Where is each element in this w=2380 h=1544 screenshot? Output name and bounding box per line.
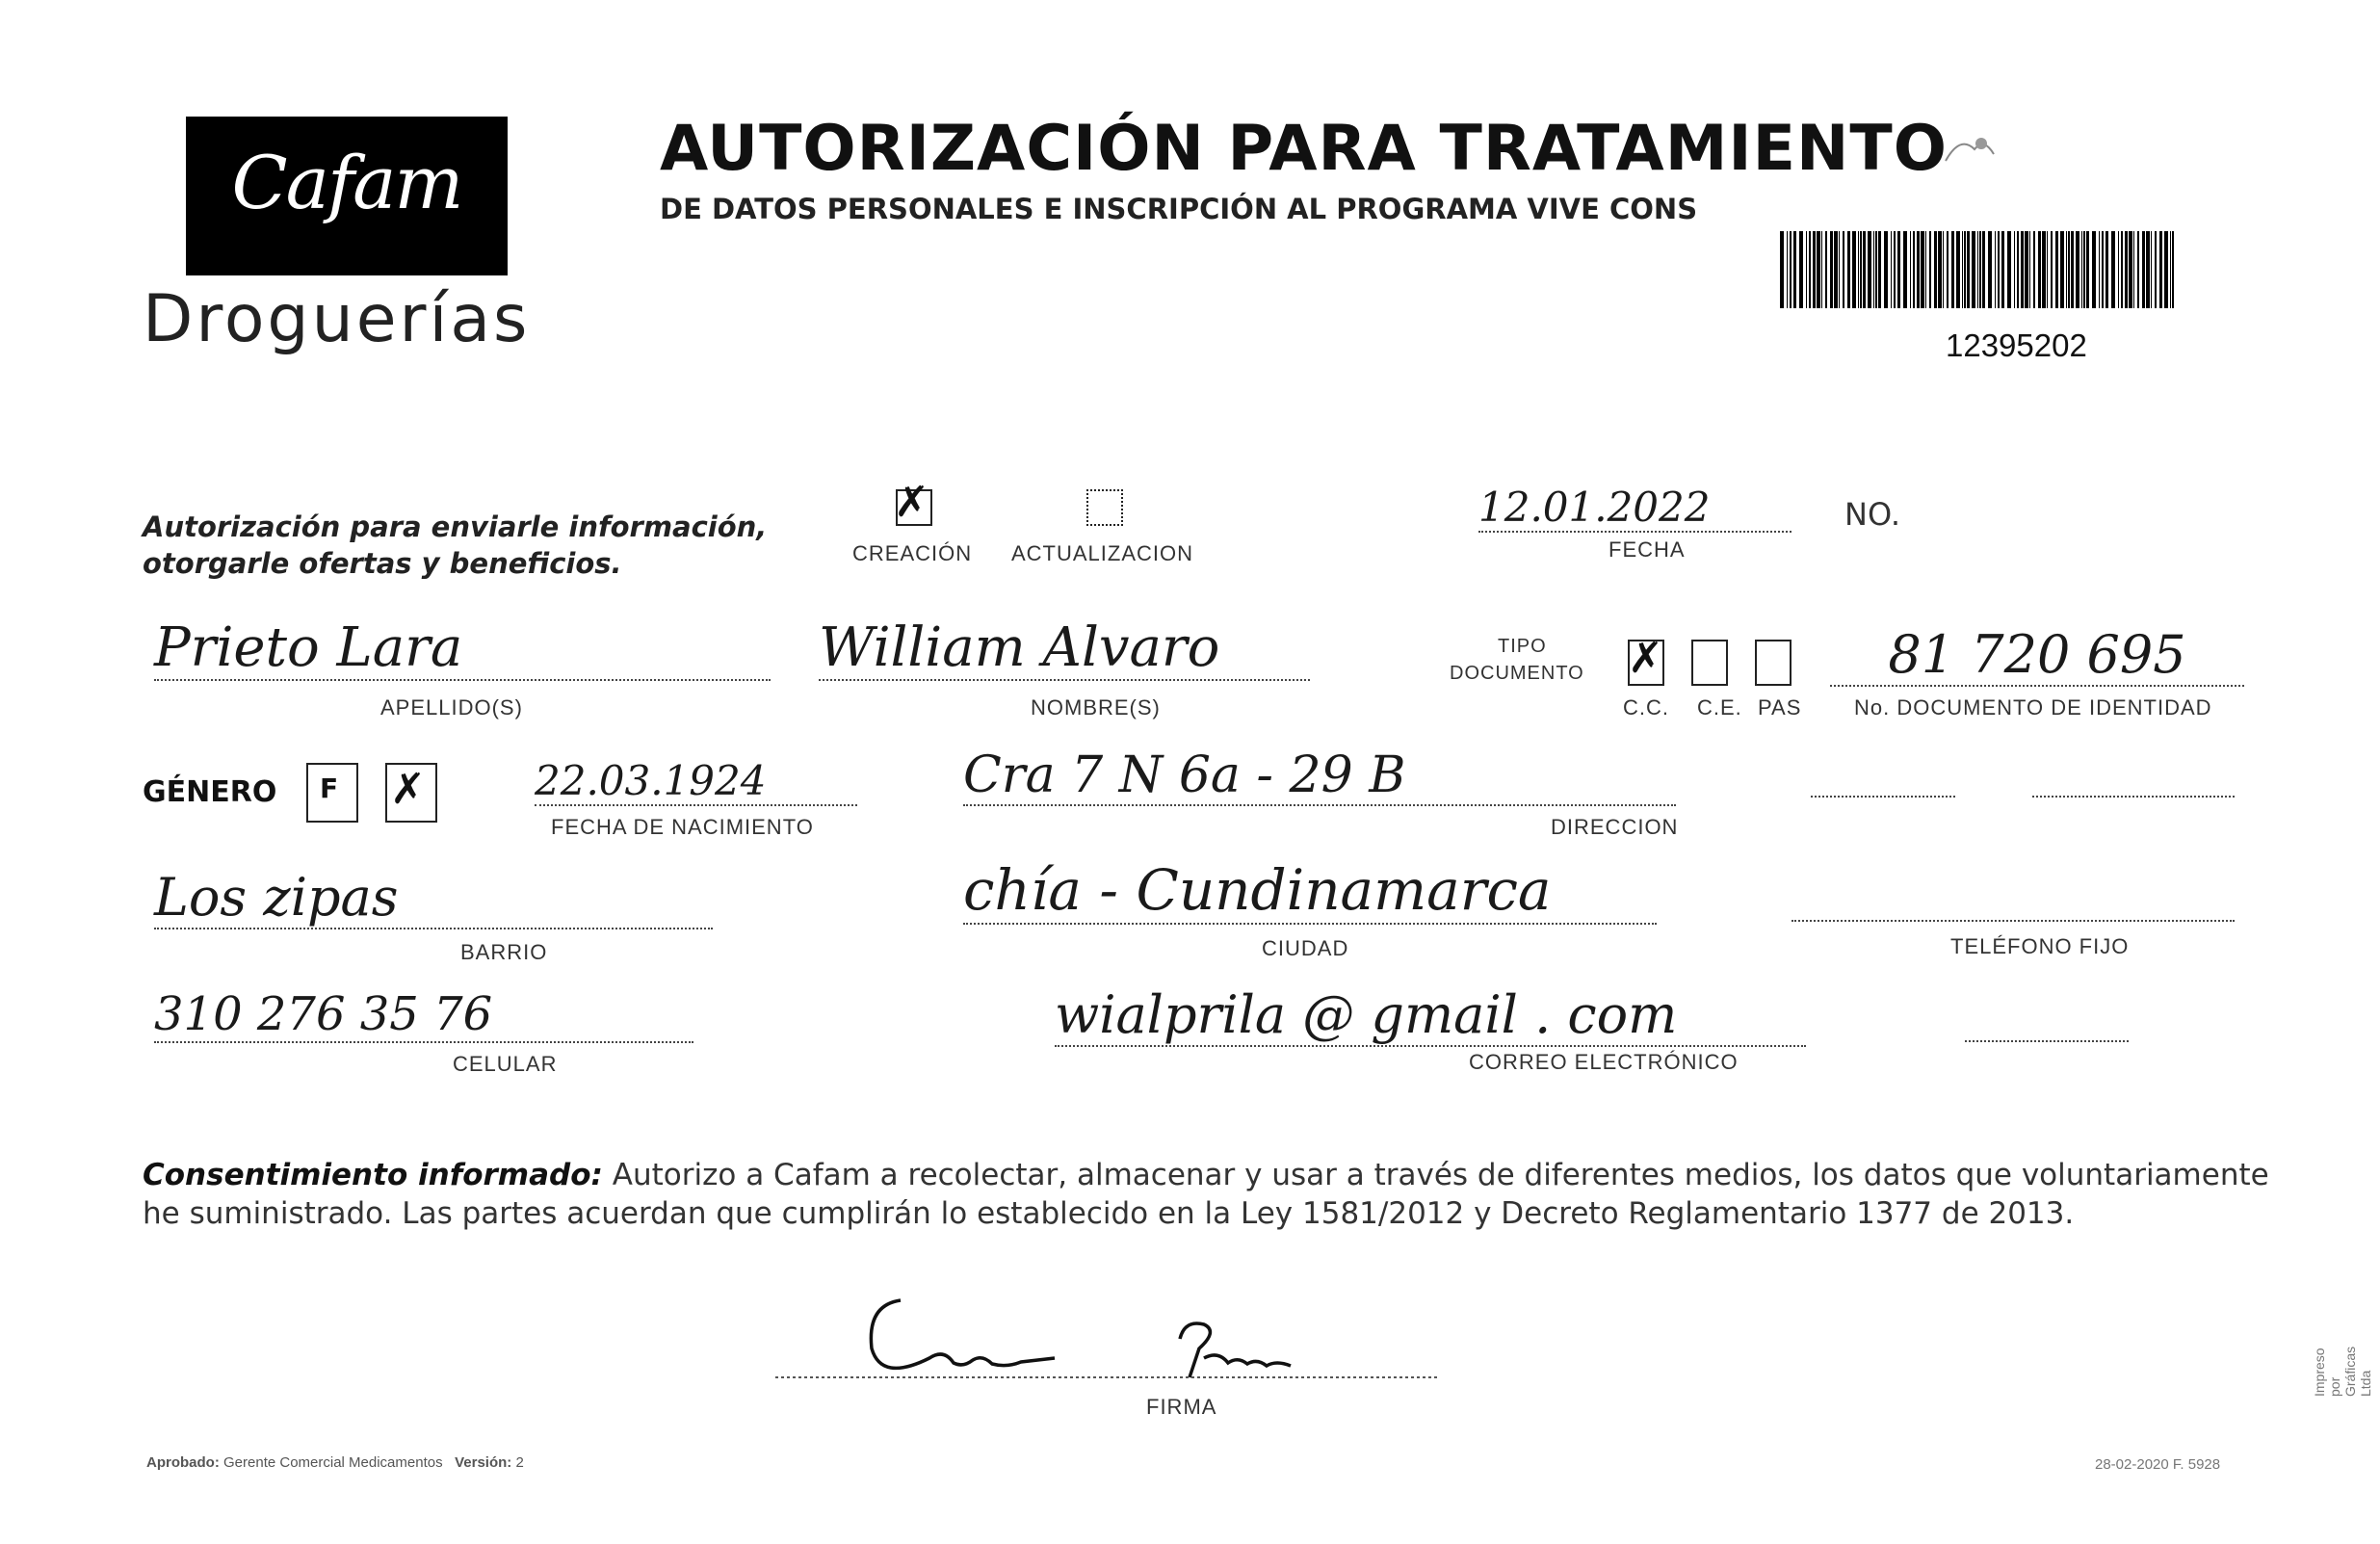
pas-checkbox[interactable] — [1755, 640, 1792, 686]
phone-field[interactable] — [1792, 920, 2235, 922]
barcode-bar — [1839, 231, 1840, 308]
extra-contact-line — [1965, 1040, 2129, 1042]
barcode-bar — [1834, 231, 1838, 308]
barcode-bar — [1817, 231, 1820, 308]
barrio-field[interactable]: Los zipas — [154, 867, 713, 929]
barcode-bar — [2060, 231, 2064, 308]
authorization-label-2: otorgarle ofertas y beneficios. — [143, 547, 622, 580]
surnames-field[interactable]: Prieto Lara — [154, 616, 771, 681]
signature-label: FIRMA — [1146, 1395, 1217, 1419]
barcode-bar — [2172, 231, 2174, 308]
phone-label: TELÉFONO FIJO — [1950, 934, 2130, 958]
signature-image — [775, 1281, 1450, 1397]
barcode-bar — [1925, 231, 1926, 308]
gender-m-check-mark: ✗ — [390, 765, 426, 814]
barcode-bar — [1821, 231, 1822, 308]
barcode-bar — [1977, 231, 1978, 308]
barcode-bar — [2146, 231, 2150, 308]
barcode-bar — [2159, 231, 2162, 308]
version-value: 2 — [515, 1454, 524, 1471]
barcode-bar — [1884, 231, 1888, 308]
logo-subtitle: Droguerías — [143, 281, 531, 357]
barcode-bar — [2155, 231, 2157, 308]
barcode-bar — [1825, 231, 1827, 308]
barcode-bar — [1793, 231, 1796, 308]
barcode-bar — [2066, 231, 2067, 308]
barcode-bar — [1790, 231, 1792, 308]
barcode-bar — [1813, 231, 1816, 308]
printer-mark: Impreso por Gráficas Ltda — [2312, 1346, 2373, 1397]
doc-type-label-2: DOCUMENTO — [1450, 663, 1584, 684]
birth-date-field[interactable]: 22.03.1924 — [535, 757, 857, 806]
cc-label: C.C. — [1623, 695, 1669, 720]
approved-value: Gerente Comercial Medicamentos — [223, 1454, 443, 1471]
barcode-bar — [2118, 231, 2119, 308]
barcode-bar — [2029, 231, 2030, 308]
barcode-bar — [1982, 231, 1985, 308]
barcode-bar — [2007, 231, 2011, 308]
barcode-bar — [1998, 231, 2000, 308]
document-number-label: No. DOCUMENTO DE IDENTIDAD — [1854, 695, 2212, 720]
consent-text: Autorizo a Cafam a recolectar, almacenar y usar a través de diferentes medios, los datos que voluntariamente he suministrado. Las partes acuerdan que cumplirán lo establecido en la Ley 1581/2012 y Decreto Reglamentario 1377 de 2013. — [143, 1158, 2269, 1231]
document-title: AUTORIZACIÓN PARA TRATAMIENTO — [660, 113, 1948, 185]
birth-date-label: FECHA DE NACIMIENTO — [551, 815, 814, 839]
barcode-bar — [2071, 231, 2074, 308]
barcode-bar — [2092, 231, 2096, 308]
barcode-bar — [1947, 231, 1948, 308]
email-label: CORREO ELECTRÓNICO — [1469, 1050, 1739, 1074]
barcode-bar — [1809, 231, 1811, 308]
version-label: Versión: — [455, 1454, 512, 1471]
cafam-logo: Cafam — [231, 140, 462, 225]
barcode-bar — [1921, 231, 1924, 308]
barcode-bar — [2125, 231, 2128, 308]
barcode-bar — [2137, 231, 2139, 308]
date-label: FECHA — [1608, 537, 1686, 562]
gender-f-label: F — [320, 772, 339, 804]
doc-type-label-1: TIPO — [1498, 636, 1547, 657]
barcode-bar — [2014, 231, 2015, 308]
address-extra-line-1 — [1811, 796, 1955, 798]
barcode-bar — [2042, 231, 2046, 308]
barcode-bar — [1830, 231, 1833, 308]
barcode-bar — [2170, 231, 2171, 308]
barcode-bar — [2047, 231, 2048, 308]
barcode-bar — [2111, 231, 2115, 308]
barcode-bar — [2151, 231, 2152, 308]
surnames-label: APELLIDO(S) — [380, 695, 523, 720]
barcode-bar — [1868, 231, 1871, 308]
barcode-bar — [2086, 231, 2089, 308]
barcode-bar — [2021, 231, 2024, 308]
barcode-bar — [2121, 231, 2123, 308]
barcode-bar — [2025, 231, 2028, 308]
barcode-bar — [2051, 231, 2053, 308]
barcode-bar — [2038, 231, 2041, 308]
barcode-bar — [1897, 231, 1900, 308]
barcode-bar — [2068, 231, 2070, 308]
names-field[interactable]: William Alvaro — [819, 616, 1310, 681]
ce-label: C.E. — [1697, 695, 1742, 720]
barcode — [1780, 231, 2175, 308]
barcode-bar — [1913, 231, 1915, 308]
cc-check-mark: ✗ — [1628, 634, 1663, 683]
barcode-bar — [1860, 231, 1862, 308]
creation-check-mark: ✗ — [894, 478, 929, 527]
barcode-bar — [2081, 231, 2082, 308]
approved-label: Aprobado: — [146, 1454, 220, 1471]
barcode-bar — [1934, 231, 1937, 308]
barcode-bar — [1799, 231, 1803, 308]
authorization-label-1: Autorización para enviarle información, — [143, 510, 768, 543]
city-field[interactable]: chía - Cundinamarca — [963, 857, 1657, 925]
consent-paragraph — [143, 1156, 2271, 1233]
creation-label: CREACIÓN — [852, 541, 973, 565]
city-label: CIUDAD — [1262, 936, 1349, 960]
barcode-bar — [1847, 231, 1850, 308]
barcode-bar — [1956, 231, 1960, 308]
date-field[interactable]: 12.01.2022 — [1478, 484, 1792, 533]
cellphone-field[interactable]: 310 276 35 76 — [154, 987, 693, 1043]
barcode-bar — [2001, 231, 2004, 308]
barcode-bar — [2133, 231, 2134, 308]
barcode-bar — [1780, 231, 1784, 308]
update-label: ACTUALIZACION — [1011, 541, 1194, 565]
barcode-bar — [2033, 231, 2035, 308]
gender-label: GÉNERO — [143, 775, 277, 809]
barcode-bar — [1852, 231, 1856, 308]
barcode-bar — [1891, 231, 1892, 308]
barcode-bar — [1951, 231, 1954, 308]
barcode-bar — [1843, 231, 1844, 308]
barcode-bar — [1873, 231, 1874, 308]
barcode-bar — [2102, 231, 2104, 308]
barcode-bar — [1929, 231, 1931, 308]
barcode-bar — [1938, 231, 1942, 308]
barcode-bar — [1806, 231, 1807, 308]
barcode-bar — [1903, 231, 1907, 308]
address-label: DIRECCION — [1551, 815, 1679, 839]
barcode-bar — [2017, 231, 2019, 308]
barcode-bar — [1988, 231, 1992, 308]
barcode-bar — [1964, 231, 1966, 308]
address-field[interactable]: Cra 7 N 6a - 29 B — [963, 746, 1676, 806]
no-label: NO. — [1844, 496, 1900, 533]
address-extra-line-2 — [2032, 796, 2235, 798]
email-field[interactable]: wialprila @ gmail . com — [1055, 984, 1806, 1047]
pas-label: PAS — [1758, 695, 1802, 720]
barcode-bar — [1894, 231, 1896, 308]
document-number-field[interactable]: 81 720 695 — [1830, 624, 2244, 687]
barcode-number: 12395202 — [1946, 327, 2087, 363]
barcode-bar — [2129, 231, 2132, 308]
cellphone-label: CELULAR — [453, 1052, 558, 1076]
barcode-bar — [1972, 231, 1975, 308]
barcode-bar — [2142, 231, 2145, 308]
seal-icon — [1941, 130, 1999, 169]
footer-code: 28-02-2020 F. 5928 — [2095, 1456, 2221, 1473]
barcode-bar — [1962, 231, 1963, 308]
barcode-bar — [1967, 231, 1970, 308]
barrio-label: BARRIO — [460, 940, 548, 964]
barcode-bar — [1875, 231, 1877, 308]
barcode-bar — [2164, 231, 2168, 308]
barcode-bar — [1995, 231, 1996, 308]
document-subtitle: DE DATOS PERSONALES E INSCRIPCIÓN AL PROGRAMA VIVE CONS — [660, 193, 1698, 225]
barcode-bar — [2105, 231, 2108, 308]
barcode-bar — [1910, 231, 1911, 308]
barcode-bar — [2099, 231, 2100, 308]
footer-approval — [146, 1454, 524, 1471]
barcode-bar — [1878, 231, 1881, 308]
names-label: NOMBRE(S) — [1031, 695, 1161, 720]
barcode-bar — [1979, 231, 1981, 308]
ce-checkbox[interactable] — [1691, 640, 1728, 686]
barcode-bar — [1858, 231, 1859, 308]
barcode-bar — [2055, 231, 2058, 308]
consent-lead: Consentimiento informado: — [143, 1158, 603, 1192]
barcode-bar — [1917, 231, 1920, 308]
update-checkbox[interactable] — [1086, 489, 1123, 526]
barcode-bar — [2076, 231, 2079, 308]
barcode-bar — [1943, 231, 1944, 308]
barcode-bar — [1787, 231, 1788, 308]
barcode-bar — [1863, 231, 1866, 308]
barcode-bar — [2083, 231, 2085, 308]
